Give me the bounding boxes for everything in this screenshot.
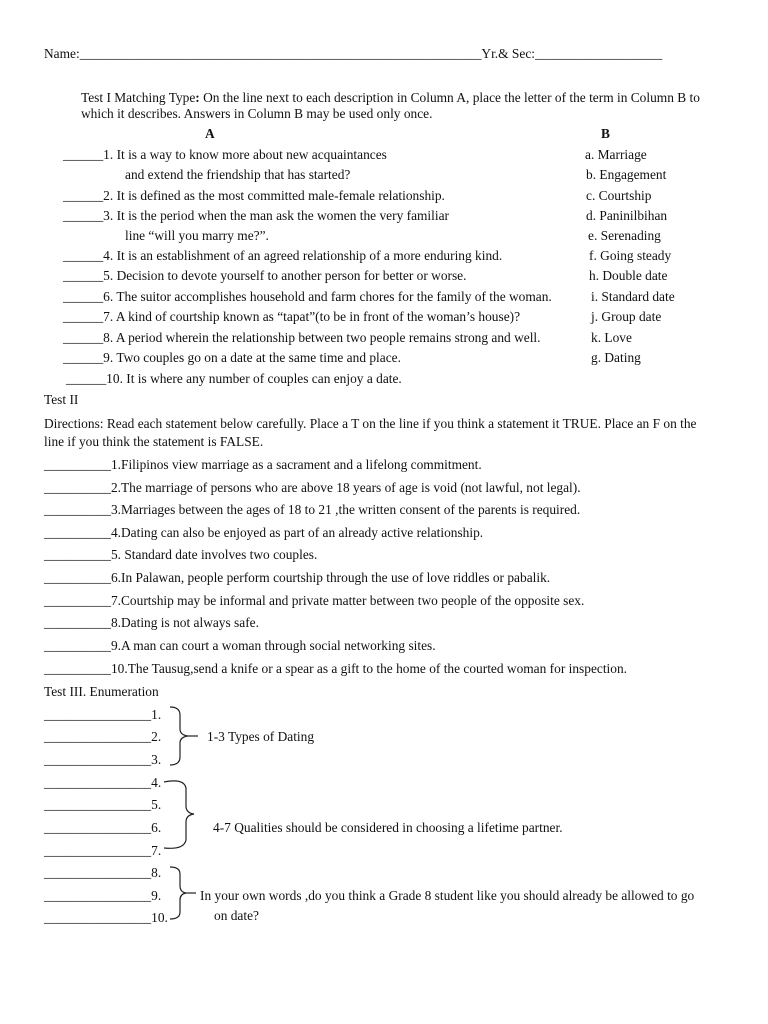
- group-2-label: 4-7 Qualities should be considered in choosing a lifetime partner.: [213, 820, 563, 835]
- choice-i: i. Standard date: [591, 289, 675, 304]
- choice-k: k. Love: [591, 330, 632, 345]
- test2-item-9[interactable]: __________9.A man can court a woman through social networking sites.: [44, 638, 436, 653]
- brace-group-2-icon: [162, 776, 210, 852]
- name-field[interactable]: [44, 46, 662, 62]
- yr-sec-label: Yr.& Sec:___________________: [481, 46, 663, 61]
- choice-h: h. Double date: [589, 268, 668, 283]
- test2-item-6[interactable]: __________6.In Palawan, people perform courtship through the use of love riddles or pabalik.: [44, 570, 551, 585]
- choice-c: c. Courtship: [586, 188, 652, 203]
- test1-title: Test I Matching Type: [81, 90, 196, 105]
- test1-item-4[interactable]: ______4. It is an establishment of an agreed relationship of a more enduring kind.: [63, 248, 503, 263]
- choice-d: d. Paninilbihan: [586, 208, 668, 223]
- test2-item-1[interactable]: __________1.Filipinos view marriage as a sacrament and a lifelong commitment.: [44, 457, 482, 472]
- test3-blank-5[interactable]: ________________5.: [44, 797, 162, 812]
- test1-item-10[interactable]: ______10. It is where any number of couples can enjoy a date.: [66, 371, 402, 386]
- brace-group-1-icon: [168, 705, 208, 767]
- test2-item-4[interactable]: __________4.Dating can also be enjoyed as part of an already active relationship.: [44, 525, 484, 540]
- test2-title: Test II: [44, 392, 79, 407]
- test1-item-9[interactable]: ______9. Two couples go on a date at the same time and place.: [63, 350, 401, 365]
- test3-blank-2[interactable]: ________________2.: [44, 729, 162, 744]
- group-1-label: 1-3 Types of Dating: [207, 729, 315, 744]
- brace-group-3-icon: [168, 865, 202, 921]
- choice-b: b. Engagement: [586, 167, 667, 182]
- test2-item-8[interactable]: __________8.Dating is not always safe.: [44, 615, 259, 630]
- test1-item-5[interactable]: ______5. Decision to devote yourself to another person for better or worse.: [63, 268, 467, 283]
- test1-instructions-line2: which it describes. Answers in Column B may be used only once.: [81, 106, 433, 121]
- test1-item-1[interactable]: ______1. It is a way to know more about new acquaintances: [63, 147, 387, 162]
- test1-title-colon: :: [195, 90, 200, 105]
- choice-a: a. Marriage: [585, 147, 647, 162]
- test1-item-3-cont: line “will you marry me?”.: [125, 228, 269, 243]
- choice-g: g. Dating: [591, 350, 641, 365]
- test3-blank-10[interactable]: ________________10.: [44, 910, 168, 925]
- test1-item-8[interactable]: ______8. A period wherein the relationship between two people remains strong and well.: [63, 330, 541, 345]
- choice-e: e. Serenading: [588, 228, 661, 243]
- test3-blank-3[interactable]: ________________3.: [44, 752, 162, 767]
- column-a-header: A: [205, 126, 215, 141]
- group-3-label-line2: on date?: [214, 908, 259, 923]
- name-label: Name:____________________________________________________________: [44, 46, 482, 61]
- test2-item-2[interactable]: __________2.The marriage of persons who are above 18 years of age is void (not lawful, not legal).: [44, 480, 581, 495]
- test2-directions-line1: Directions: Read each statement below carefully. Place a T on the line if you think a statement it TRUE. Place an F on the: [44, 416, 697, 431]
- test1-instructions-line1: On the line next to each description in Column A, place the letter of the term in Column B to: [199, 90, 700, 105]
- test3-blank-6[interactable]: ________________6.: [44, 820, 162, 835]
- choice-f: f. Going steady: [589, 248, 672, 263]
- test2-item-7[interactable]: __________7.Courtship may be informal and private matter between two people of the opposite sex.: [44, 593, 585, 608]
- test3-blank-1[interactable]: ________________1.: [44, 707, 162, 722]
- test1-item-7[interactable]: ______7. A kind of courtship known as “tapat”(to be in front of the woman’s house)?: [63, 309, 521, 324]
- test1-item-2[interactable]: ______2. It is defined as the most committed male-female relationship.: [63, 188, 445, 203]
- test3-title: Test III. Enumeration: [44, 684, 159, 699]
- choice-j: j. Group date: [591, 309, 662, 324]
- test2-directions-line2: line if you think the statement is FALSE.: [44, 434, 264, 449]
- test1-item-1-cont: and extend the friendship that has started?: [125, 167, 351, 182]
- test3-blank-9[interactable]: ________________9.: [44, 888, 162, 903]
- test2-item-3[interactable]: __________3.Marriages between the ages of 18 to 21 ,the written consent of the parents is required.: [44, 502, 581, 517]
- test3-blank-4[interactable]: ________________4.: [44, 775, 162, 790]
- test1-item-6[interactable]: ______6. The suitor accomplishes household and farm chores for the family of the woman.: [63, 289, 552, 304]
- test2-item-5[interactable]: __________5. Standard date involves two couples.: [44, 547, 318, 562]
- group-3-label-line1: In your own words ,do you think a Grade 8 student like you should already be allowed to go: [200, 888, 695, 903]
- test2-item-10[interactable]: __________10.The Tausug,send a knife or a spear as a gift to the home of the courted woman for inspection.: [44, 661, 628, 676]
- test3-blank-7[interactable]: ________________7.: [44, 843, 162, 858]
- test1-instructions: [81, 90, 700, 106]
- column-b-header: B: [601, 126, 610, 141]
- test3-blank-8[interactable]: ________________8.: [44, 865, 162, 880]
- test1-item-3[interactable]: ______3. It is the period when the man ask the women the very familiar: [63, 208, 449, 223]
